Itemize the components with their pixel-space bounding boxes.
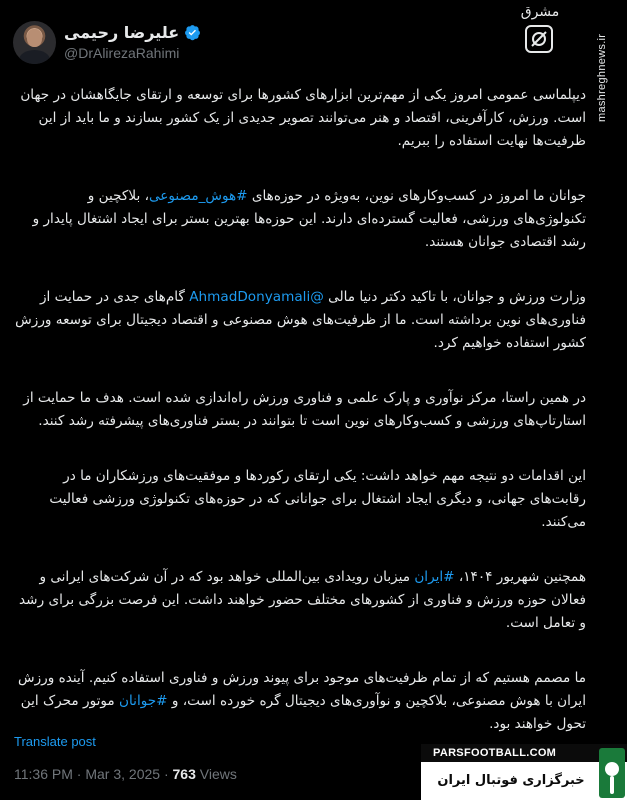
views-count: 763 — [172, 766, 196, 782]
verified-badge-icon — [184, 24, 201, 41]
views-label: Views — [195, 766, 237, 782]
avatar-face — [27, 29, 42, 47]
avatar-suit — [19, 50, 50, 64]
avatar[interactable] — [13, 21, 56, 64]
mention-link[interactable]: @AhmadDonyamali — [189, 289, 324, 305]
paragraph-text: جوانان ما امروز در کسب‌وکارهای نوین، به‌ویژه در حوزه‌های — [247, 188, 586, 204]
paragraph-text: همچنین شهریور ۱۴۰۴، — [454, 569, 586, 585]
paragraph-text: گام‌های جدی در حمایت از فناوری‌های نوین برداشته است. ما از ظرفیت‌های هوش مصنوعی و اقتصاد دیجیتال برای توسعه ورزش کشور استفاده خواهیم کرد. — [15, 289, 586, 351]
meta-separator: · — [160, 766, 173, 782]
hashtag-link[interactable]: #ایران — [414, 569, 455, 585]
paragraph-text: موتور محرک این تحول خواهند بود. — [20, 693, 586, 732]
hashtag-link[interactable]: #جوانان — [119, 693, 168, 709]
translate-post-link[interactable]: Translate post — [14, 734, 96, 749]
hashtag-link[interactable]: #هوش_مصنوعی — [148, 188, 248, 204]
author-handle[interactable]: @DrAlirezaRahimi — [64, 45, 180, 61]
parsfootball-tagline: خبرگزاری فوتبال ایران — [421, 762, 601, 800]
paragraph-text: دیپلماسی عمومی امروز یکی از مهم‌ترین ابزارهای کشورها برای توسعه و ارتقای جایگاهشان در جهان است. ورزش، کارآفرینی، اقتصاد و هنر می‌توانند تصویر جدیدی از یک کشور بسازند و ما باید از این ظرفیت‌ها نهایت استفاده را ببریم. — [20, 87, 586, 149]
tweet-paragraph — [14, 667, 586, 736]
football-player-icon — [599, 748, 625, 798]
paragraph-text: این اقدامات دو نتیجه مهم خواهد داشت: یکی ارتقای رکوردها و موفقیت‌های ورزشکاران ما در رقابت‌های جهانی، و دیگری ایجاد اشتغال برای جوانانی که در حوزه‌های تکنولوژی ورزشی فعالیت می‌کنند. — [49, 468, 586, 530]
tweet-paragraph — [14, 387, 586, 433]
paragraph-text: در همین راستا، مرکز نوآوری و پارک علمی و فناوری ورزش راه‌اندازی شده است. هدف ما حمایت از استارتاپ‌های ورزشی و کسب‌وکارهای نوین است تا بتوانند در بستر فناوری‌های پیشرفته رشد کنند. — [23, 390, 586, 429]
tweet-text — [14, 84, 586, 736]
tweet-paragraph — [14, 566, 586, 635]
paragraph-text: میزبان رویدادی بین‌المللی خواهد بود که در آن شرکت‌های ایرانی و فعالان حوزه ورزش و فناوری از کشورهای مختلف حضور خواهند داشت. این فرصت بزرگی برای رشد و تعامل است. — [19, 569, 586, 631]
parsfootball-url: PARSFOOTBALL.COM — [421, 744, 627, 762]
grok-icon[interactable] — [524, 24, 554, 54]
meta-separator: · — [72, 766, 86, 782]
tweet-paragraph — [14, 286, 586, 355]
paragraph-text: ما مصمم هستیم که از تمام ظرفیت‌های موجود برای پیوند ورزش و فناوری استفاده کنیم. آینده ورزش ایران با هوش مصنوعی، بلاکچین و نوآوری‌های دیجیتال گره خورده است، و — [18, 670, 586, 709]
tweet-meta — [14, 766, 237, 782]
tweet-paragraph — [14, 185, 586, 254]
tweet-date[interactable]: Mar 3, 2025 — [85, 766, 161, 782]
paragraph-text: وزارت ورزش و جوانان، با تاکید دکتر دنیا مالی — [323, 289, 586, 305]
author-name-row[interactable] — [64, 23, 201, 42]
mashregh-side-watermark: mashreghnews.ir — [596, 33, 608, 122]
tweet-paragraph — [14, 84, 586, 153]
mashregh-logo: مشرق — [520, 4, 560, 20]
tweet-time[interactable]: 11:36 PM — [14, 766, 73, 782]
author-display-name[interactable]: علیرضا رحیمی — [64, 23, 180, 42]
tweet-paragraph — [14, 465, 586, 534]
paragraph-text: ، بلاکچین و تکنولوژی‌های ورزشی، فعالیت گسترده‌ای دارند. این حوزه‌ها بهترین بستر برای ایجاد اشتغال پایدار و رشد اقتصادی جوانان هستند. — [32, 188, 586, 250]
parsfootball-badge — [421, 744, 627, 800]
